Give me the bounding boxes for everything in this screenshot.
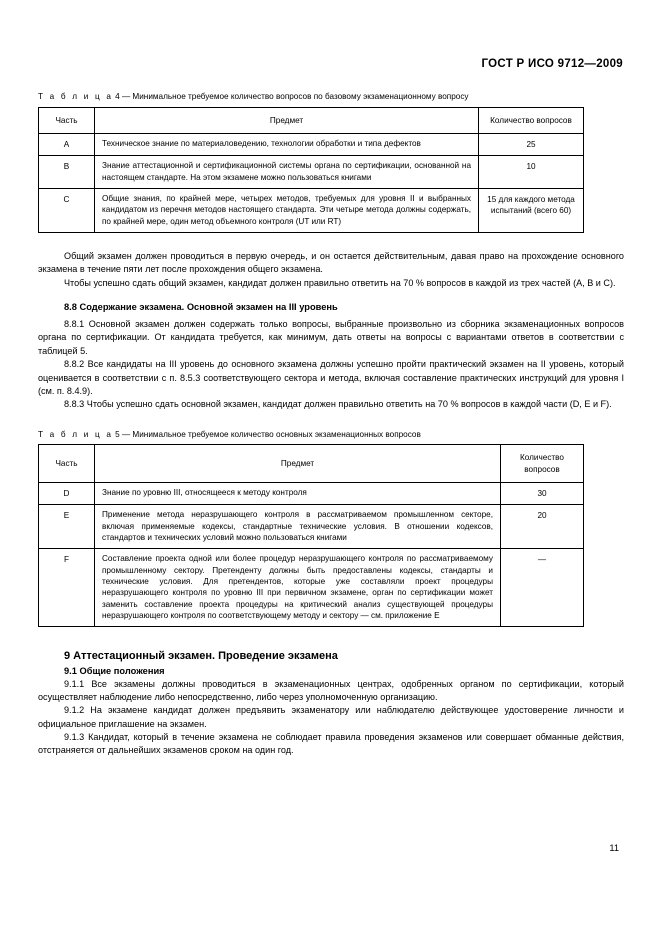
table4-row2-subject: Общие знания, по крайней мере, четырех методов, требуемых для уровня II и выбранных кандидатом из перечня методов настоящего стандарта. Эти четыре метода должны содержать, по крайней мере, один метод объемного контроля (UT или RT)	[95, 189, 479, 233]
para-9-1-3: 9.1.3 Кандидат, который в течение экзамена не соблюдает правила проведения экзаменов или совершает обманные действия, отстраняется от дальнейших экзаменов сроком на один год.	[38, 732, 624, 756]
table4-row1-subject: Знание аттестационной и сертификационной системы органа по сертификации, основанной на настоящем стандарте. На этом экзамене можно пользоваться книгами	[95, 156, 479, 189]
table-row	[39, 189, 584, 233]
table-5	[38, 444, 584, 627]
heading-9-1: 9.1 Общие положения	[64, 665, 165, 676]
table4-row1-count: 10	[479, 156, 584, 189]
table5-col-part: Часть	[39, 445, 95, 483]
table5-row1-subject: Применение метода неразрушающего контроля в рассматриваемом промышленном секторе, включая применяемые кодексы, стандартные технические условия. В отношении кодексов, стандартов и технических условий можно пользоваться книгами	[95, 505, 501, 549]
table5-caption-word: Т а б л и ц а	[38, 429, 114, 439]
table5-caption-dash: —	[121, 429, 131, 439]
table5-col-subject: Предмет	[95, 445, 501, 483]
para-general-exam: Общий экзамен должен проводиться в первую очередь, и он остается действительным, давая право на прохождение основного экзамена в течение пяти лет после прохождения общего экзамена.	[38, 251, 624, 275]
page-content	[38, 92, 624, 758]
para-8-8-3: 8.8.3 Чтобы успешно сдать основной экзамен, кандидат должен правильно ответить на 70 % вопросов в каждой части (D, E и F).	[64, 399, 612, 410]
table5-row2-subject: Составление проекта одной или более процедур неразрушающего контроля по рассматриваемому промышленному сектору. Претенденту должны быть предоставлены кодексы, стандарты и технические условия. Для претендентов, которые уже составляли проект процедуры неразрушающего контроля по уровню III при первичном экзамене, орган по сертификации может заменить составление проекта процедуры на критический анализ существующей процедуры неразрушающего контроля по соответствующему методу и сектору — см. приложение Е	[95, 549, 501, 627]
table5-row0-part: D	[39, 483, 95, 505]
table5-row2-count: —	[501, 549, 584, 627]
table5-caption	[38, 430, 624, 440]
para-8-8-1: 8.8.1 Основной экзамен должен содержать только вопросы, выбранные произвольно из сборника экзаменационных вопросов органа по сертификации. От кандидата требуется, как минимум, дать ответы на вопросы с вариантами ответов в соответствии с таблицей 5.	[38, 319, 624, 356]
table4-row0-part: A	[39, 134, 95, 156]
table5-header-row	[39, 445, 584, 483]
table-row	[39, 134, 584, 156]
table5-row1-part: E	[39, 505, 95, 549]
table4-row0-count: 25	[479, 134, 584, 156]
table-row	[39, 505, 584, 549]
table4-col-count: Количество вопросов	[479, 107, 584, 133]
table4-caption	[38, 92, 624, 102]
table-row	[39, 156, 584, 189]
table-4	[38, 107, 584, 233]
page-number: 11	[609, 843, 619, 853]
table-row	[39, 483, 584, 505]
heading-9: 9 Аттестационный экзамен. Проведение экзамена	[64, 650, 338, 663]
table4-row1-part: B	[39, 156, 95, 189]
para-9-1-2: 9.1.2 На экзамене кандидат должен предъявить экзаменатору или наблюдателю действующее удостоверение личности и официальное приглашение на экзамен.	[38, 705, 624, 729]
para-pass-general: Чтобы успешно сдать общий экзамен, кандидат должен правильно ответить на 70 % вопросов в каждой из трех частей (А, В и С).	[64, 277, 616, 288]
table5-caption-text: Минимальное требуемое количество основных экзаменационных вопросов	[132, 429, 421, 439]
standard-header: ГОСТ Р ИСО 9712—2009	[481, 58, 623, 70]
para-9-1-1: 9.1.1 Все экзамены должны проводиться в экзаменационных центрах, одобренных органом по сертификации, который осуществляет наблюдение либо непосредственно, либо через уполномоченную организацию.	[38, 678, 624, 702]
table4-row2-part: C	[39, 189, 95, 233]
table4-row2-count: 15 для каждого метода испытаний (всего 60)	[479, 189, 584, 233]
table5-row1-count: 20	[501, 505, 584, 549]
table4-col-part: Часть	[39, 107, 95, 133]
table5-col-count: Количество вопросов	[501, 445, 584, 483]
table-row	[39, 549, 584, 627]
table5-row0-count: 30	[501, 483, 584, 505]
table4-caption-word: Т а б л и ц а	[38, 92, 114, 101]
table5-row0-subject: Знание по уровню III, относящееся к методу контроля	[95, 483, 501, 505]
table4-col-subject: Предмет	[95, 107, 479, 133]
table4-caption-text: Минимальное требуемое количество вопросов по базовому экзаменационному вопросу	[132, 92, 469, 101]
table5-row2-part: F	[39, 549, 95, 627]
table4-row0-subject: Техническое знание по материаловедению, технологии обработки и типа дефектов	[95, 134, 479, 156]
table5-section	[38, 430, 624, 628]
heading-8-8: 8.8 Содержание экзамена. Основной экзамен на III уровень	[64, 302, 338, 313]
table5-caption-number: 5	[115, 429, 120, 439]
table4-caption-dash: —	[121, 92, 131, 101]
para-8-8-2: 8.8.2 Все кандидаты на III уровень до основного экзамена должны успешно пройти практический экзамен на II уровень, который оценивается в соответствии с п. 8.5.3 соответствующего сектора и метода, включая составление практических инструкций для уровня I (см. п. 8.4.9).	[38, 359, 624, 396]
table4-caption-number: 4	[115, 92, 120, 101]
table4-header-row	[39, 107, 584, 133]
section-9	[38, 649, 624, 758]
